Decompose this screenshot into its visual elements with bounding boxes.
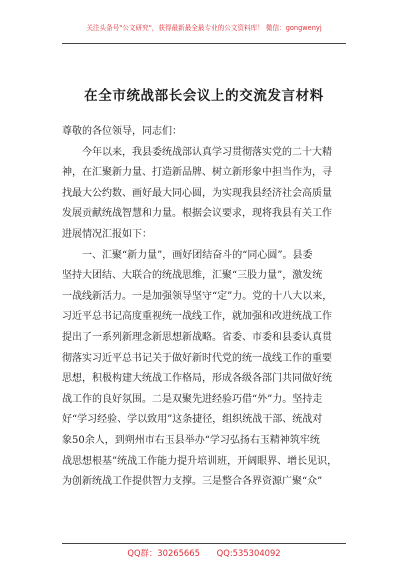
header-divider	[62, 43, 346, 44]
body-line: 彻落实习近平总书记关于做好新时代党的统一战线工作的重要	[62, 352, 332, 364]
body-line: 尊敬的各位领导，同志们：	[62, 126, 182, 137]
body-line: 进展情况汇报如下：	[62, 228, 152, 240]
body-line: 战思想根基”统战工作能力提升培训班，开阔眼界、增长见识，	[62, 455, 338, 467]
body-line: 提出了一系列新理念新思想新战略。省委、市委和县委认真贯	[62, 331, 332, 343]
footer-divider	[62, 543, 346, 544]
body-line: 坚持大团结、大联合的统战思维，汇聚“三股力量”，激发统	[62, 270, 323, 282]
body-line: 今年以来，我县委统战部认真学习贯彻落实党的二十大精	[62, 146, 332, 158]
body-line: 象50余人，到朔州市右玉县举办“学习弘扬右玉精神筑牢统	[62, 434, 320, 446]
body-line: 思想，积极构建大统战工作格局，形成各级各部门共同做好统	[62, 373, 332, 385]
body-line: 一战线新活力。一是加强领导坚守“定”力。党的十八大以来，	[62, 290, 333, 302]
body-line: 一、汇聚“新力量”，画好团结奋斗的“同心圆”。县委	[62, 249, 313, 261]
body-line: 战工作的良好氛围。二是双聚先进经验巧借“外”力。坚持走	[62, 393, 323, 405]
header-note: 关注头条号"公文研究"，获得最新最全最专业的公文资料库！ 微信：gongwenyj	[86, 24, 322, 32]
body-line: 好“学习经验、学以致用”这条捷径，组织统战干部、统战对	[62, 414, 323, 426]
document-title: 在全市统战部长会议上的交流发言材料	[84, 88, 324, 104]
body-line: 发展贡献统战智慧和力量。根据会议要求，现将我县有关工作	[62, 208, 332, 220]
body-line: 为创新统战工作提供智力支撑。三是整合各界资源广聚“众”	[62, 476, 323, 488]
body-line: 习近平总书记高度重视统一战线工作，就加强和改进统战工作	[62, 311, 332, 323]
footer-contact: QQ群：30265665 QQ:535304092	[127, 548, 281, 558]
body-line: 找最大公约数、画好最大同心圆，为实现我县经济社会高质量	[62, 187, 332, 199]
body-line: 神，在汇聚新力量、打造新品牌、树立新形象中担当作为，寻	[62, 167, 332, 179]
document-body	[62, 122, 362, 493]
